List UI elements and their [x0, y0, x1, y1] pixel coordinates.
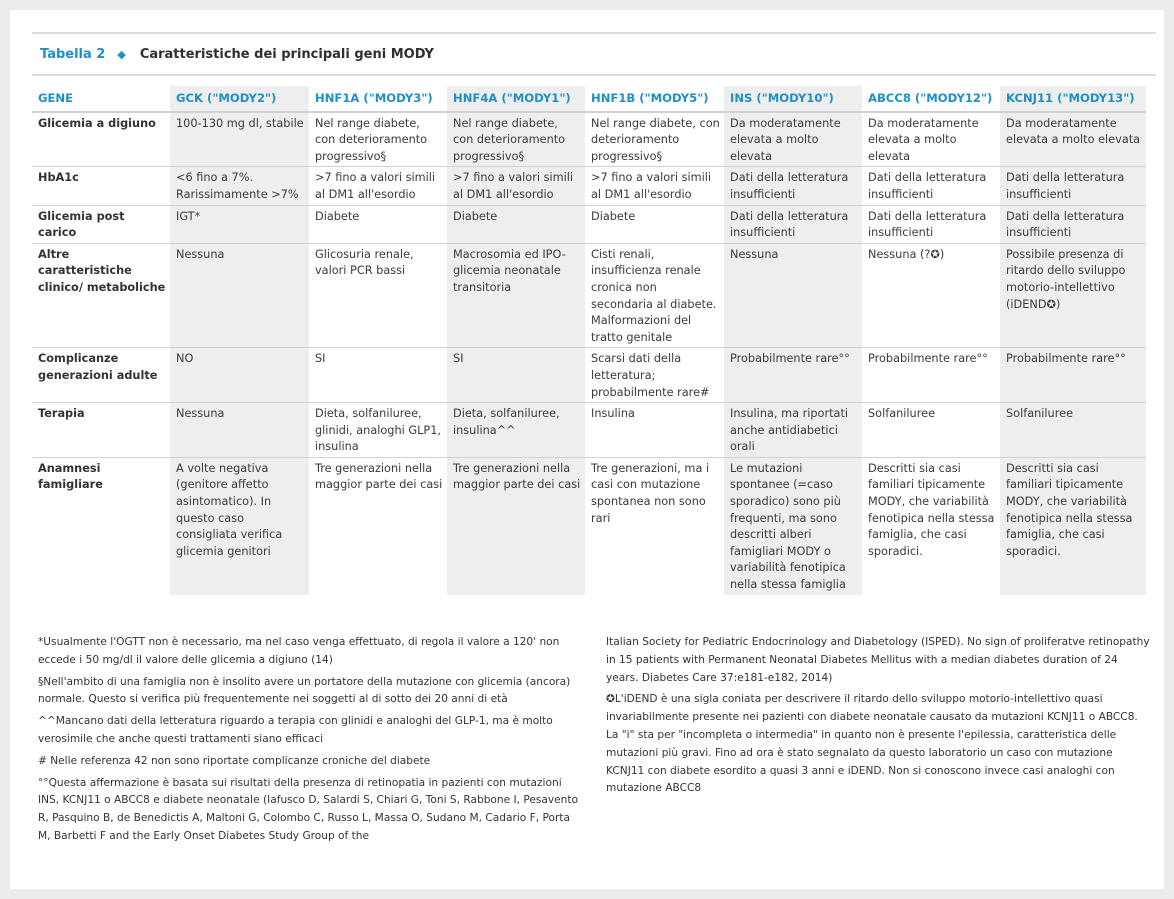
footnote-degree-continued: Italian Society for Pediatric Endocrinology and Diabetology (ISPED). No sign of proliferatve retinopathy in 15 patients with Permanent Neonatal Diabetes Mellitus with a median diabetes duration of 24 years. Diabetes Care 37:e181-e182, 2014) — [606, 636, 1150, 684]
table-cell: IGT* — [170, 205, 309, 243]
table-row — [32, 167, 1146, 205]
table-cell: 100-130 mg dl, stabile — [170, 112, 309, 167]
table-cell: Nel range diabete, con deterioramento progressivo§ — [585, 112, 724, 167]
table-cell: Dati della letteratura insufficienti — [724, 167, 862, 205]
table-cell: SI — [309, 348, 447, 403]
table-cell: Nel range diabete, con deterioramento progressivo§ — [309, 112, 447, 167]
table-row — [32, 403, 1146, 458]
row-header: Anamnesi famigliare — [38, 461, 103, 492]
col-header-kcnj11: KCNJ11 ("MODY13") — [1000, 86, 1146, 112]
table-cell: Da moderatamente elevata a molto elevata — [724, 112, 862, 167]
footnotes-right — [606, 634, 1150, 802]
table-cell: <6 fino a 7%. Rarissimamente >7% — [170, 167, 309, 205]
table-cell: NO — [170, 348, 309, 403]
table-cell: >7 fino a valori simili al DM1 all'esordio — [309, 167, 447, 205]
col-header-hnf1a: HNF1A ("MODY3") — [309, 86, 447, 112]
table-cell: Dieta, solfaniluree, insulina^^ — [447, 403, 585, 458]
diamond-icon: ◆ — [117, 47, 126, 61]
table-header-row — [32, 86, 1146, 112]
row-header: Glicemia post carico — [32, 205, 170, 243]
table-cell: Dati della letteratura insufficienti — [1000, 205, 1146, 243]
table-cell: Nessuna — [170, 403, 309, 458]
row-header: HbA1c — [32, 167, 170, 205]
table-cell: Da moderatamente elevata a molto elevata — [862, 112, 1000, 167]
document-page — [10, 10, 1164, 889]
table-cell: Probabilmente rare°° — [862, 348, 1000, 403]
table-row — [32, 205, 1146, 243]
table-cell: Le mutazioni spontanee (=caso sporadico) sono più frequenti, ma sono descritti alberi famigliari MODY o variabilità fenotipica nella stessa famiglia — [724, 457, 862, 594]
table-cell: Solfaniluree — [1000, 403, 1146, 458]
row-header: Glicemia a digiuno — [32, 112, 170, 167]
table-cell: Diabete — [309, 205, 447, 243]
table-row — [32, 348, 1146, 403]
mody-genes-table — [32, 86, 1146, 595]
footnote-caret: ^^Mancano dati della letteratura riguardo a terapia con glinidi e analoghi del GLP-1, ma è molto verosimile che anche questi trattamenti siano efficaci — [38, 715, 553, 745]
footnote-degree: °°Questa affermazione è basata sui risultati della presenza di retinopatia in pazienti con mutazioni INS, KCNJ11 o ABCC8 e diabete neonatale (Iafusco D, Salardi S, Chiari G, Toni S, Rabbone I, Pesavento R, Pasquino B, de Benedictis A, Maltoni G, Colombo C, Russo L, Massa O, Sudano M, Cadario F, Porta M, Barbetti F and the Early Onset Diabetes Study Group of the — [38, 776, 579, 842]
row-header: Complicanze generazioni adulte — [32, 348, 170, 403]
table-cell: Probabilmente rare°° — [724, 348, 862, 403]
table-cell: Macrosomia ed IPO-glicemia neonatale transitoria — [447, 243, 585, 348]
table-cell: Descritti sia casi familiari tipicamente MODY, che variabilità fenotipica nella stessa famiglia, che casi sporadici. — [868, 461, 995, 558]
table-cell: Possibile presenza di ritardo dello sviluppo motorio-intellettivo (iDEND✪) — [1000, 243, 1146, 348]
table-cell: Descritti sia casi familiari tipicamente MODY, che variabilità fenotipica nella stessa famiglia, che casi sporadici. — [1000, 457, 1146, 594]
table-cell: Nessuna — [724, 243, 862, 348]
footnote-section: §Nell'ambito di una famiglia non è insolito avere un portatore della mutazione con glicemia (ancora) normale. Questo si verifica più frequentemente nei soggetti al di sotto dei 20 anni di età — [38, 675, 571, 706]
table-cell: Da moderatamente elevata a molto elevata — [1000, 112, 1146, 167]
table-cell: Nessuna — [170, 243, 309, 348]
table-cell: Tre generazioni nella maggior parte dei casi — [315, 461, 443, 492]
table-cell: Solfaniluree — [862, 403, 1000, 458]
table-title-bar — [32, 32, 1156, 76]
col-header-abcc8: ABCC8 ("MODY12") — [862, 86, 1000, 112]
col-header-ins: INS ("MODY10") — [724, 86, 862, 112]
table-cell: Cisti renali, insufficienza renale cronica non secondaria al diabete. Malformazioni del tratto genitale — [585, 243, 724, 348]
table-number: Tabella 2 — [40, 46, 106, 62]
col-header-gck: GCK ("MODY2") — [170, 86, 309, 112]
table-cell: Diabete — [447, 205, 585, 243]
table-cell: Nel range diabete, con deterioramento progressivo§ — [447, 112, 585, 167]
row-header: Altre caratteristiche clinico/ metaboliche — [32, 243, 170, 348]
table-cell: Scarsi dati della letteratura; probabilmente rare# — [585, 348, 724, 403]
table-cell: Dieta, solfaniluree, glinidi, analoghi GLP1, insulina — [309, 403, 447, 458]
table-cell: Tre generazioni nella maggior parte dei casi — [447, 457, 585, 594]
table-row — [32, 112, 1146, 167]
col-header-hnf1b: HNF1B ("MODY5") — [585, 86, 724, 112]
table-cell: Dati della letteratura insufficienti — [862, 167, 1000, 205]
footnote-hash: # Nelle referenza 42 non sono riportate complicanze croniche del diabete — [38, 754, 431, 767]
table-cell: Probabilmente rare°° — [1000, 348, 1146, 403]
table-cell: Diabete — [585, 205, 724, 243]
table-row — [32, 457, 1146, 594]
table-cell: Dati della letteratura insufficienti — [1000, 167, 1146, 205]
col-header-hnf4a: HNF4A ("MODY1") — [447, 86, 585, 112]
row-header: Terapia — [32, 403, 170, 458]
table-cell: Insulina — [585, 403, 724, 458]
footnote-ogtt: *Usualmente l'OGTT non è necessario, ma nel caso venga effettuato, di regola il valore a 120' non eccede i 50 mg/dl il valore delle glicemia a digiuno (14) — [38, 636, 560, 666]
table-cell: A volte negativa (genitore affetto asintomatico). In questo caso consigliata verifica glicemia genitori — [170, 457, 309, 594]
table-cell: Dati della letteratura insufficienti — [724, 205, 862, 243]
gene-header: GENE — [32, 86, 170, 112]
table-cell: >7 fino a valori simili al DM1 all'esordio — [447, 167, 585, 205]
footnote-idend: ✪L'iDEND è una sigla coniata per descrivere il ritardo dello sviluppo motorio-intellettivo quasi invariabilmente presente nei pazienti con diabete neonatale causato da mutazioni KCNJ11 o ABCC8. La "i" sta per "incompleta o intermedia" in quanto non è presente l'epilessia, caratteristica delle mutazioni più gravi. Fino ad ora è stato segnalato da questo laboratorio un caso con mutazione KCNJ11 con diabete esordito a quasi 3 anni e iDEND. Non si conoscono invece casi analoghi con mutazione ABCC8 — [606, 693, 1138, 795]
table-caption: Caratteristiche dei principali geni MODY — [139, 46, 434, 62]
table-cell: Tre generazioni, ma i casi con mutazione spontanea non sono rari — [591, 461, 710, 525]
table-cell: Dati della letteratura insufficienti — [862, 205, 1000, 243]
table-cell: Nessuna (?✪) — [862, 243, 1000, 348]
footnotes-left — [38, 634, 580, 850]
table-cell: Insulina, ma riportati anche antidiabetici orali — [724, 403, 862, 458]
table-cell: >7 fino a valori simili al DM1 all'esordio — [585, 167, 724, 205]
table-row — [32, 243, 1146, 348]
table-cell: SI — [447, 348, 585, 403]
table-cell: Glicosuria renale, valori PCR bassi — [309, 243, 447, 348]
